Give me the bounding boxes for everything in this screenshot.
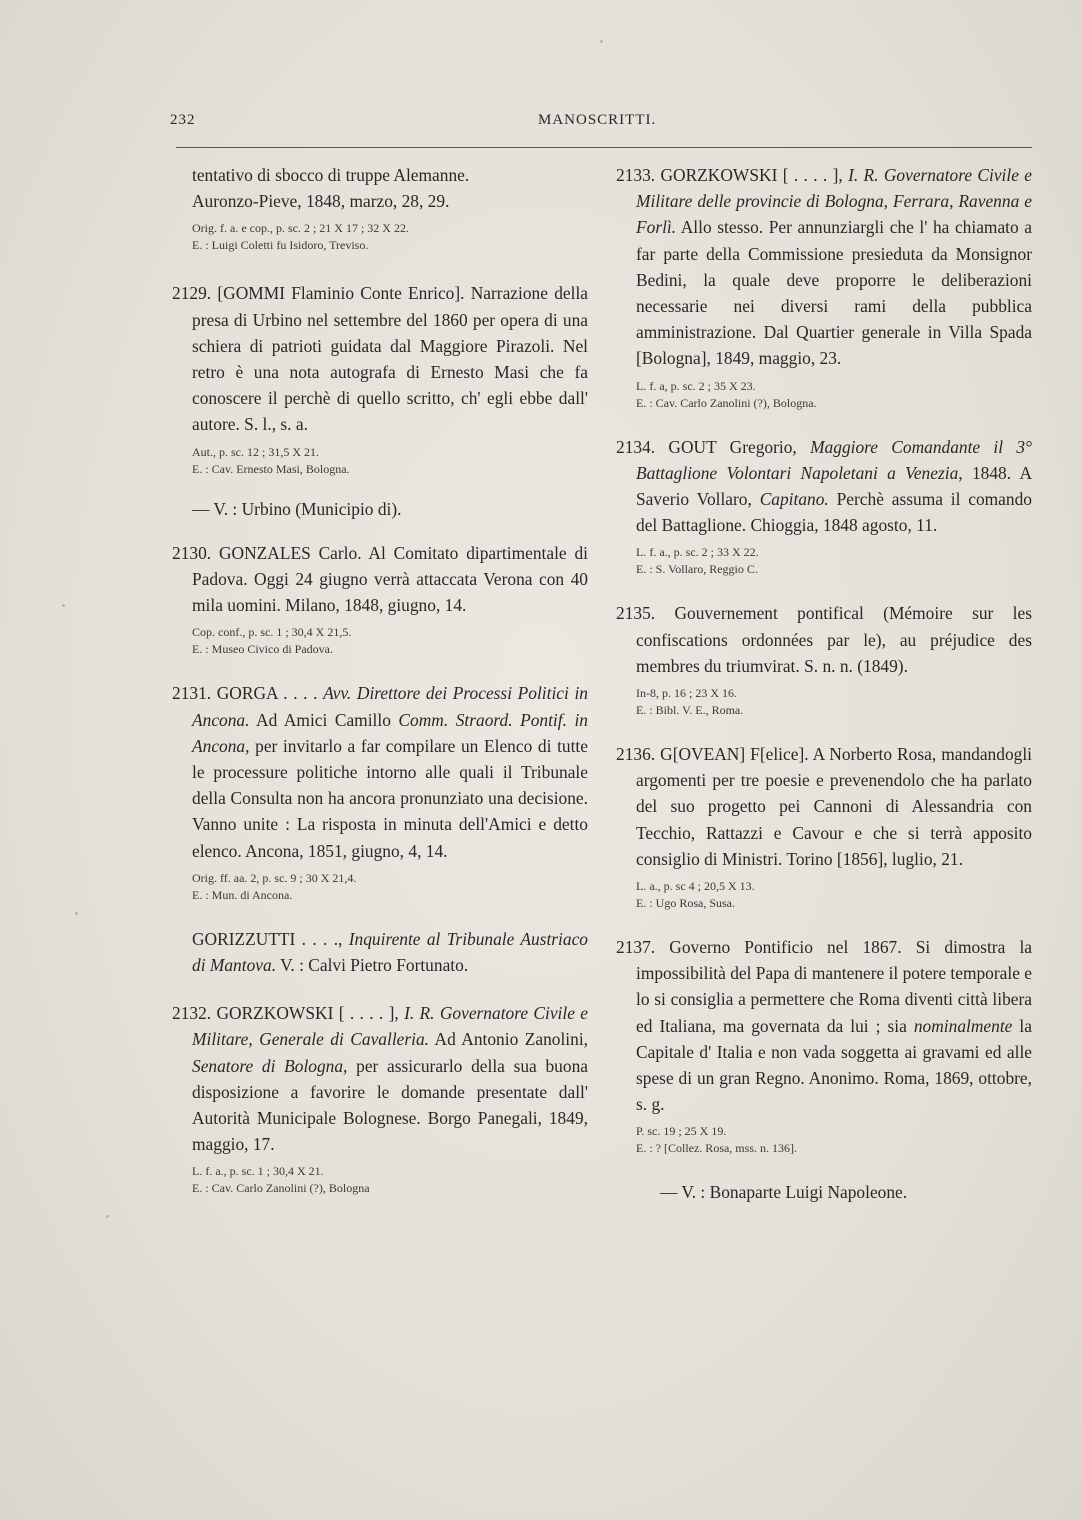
meta-line: L. f. a, p. sc. 2 ; 35 X 23. xyxy=(636,378,756,393)
entry-continuation xyxy=(192,162,588,254)
entry-mid: 1848. A Saverio Vollaro, xyxy=(636,462,1032,510)
meta-line: E. : Cav. Ernesto Masi, Bologna. xyxy=(192,461,350,476)
right-column xyxy=(616,162,1033,1206)
entry-head: GORIZZUTTI . . . ., xyxy=(192,928,343,949)
entry-head: 2137. Governo Pontificio nel 1867. Si dimostra la impossibilità del Papa di mantenere il potere temporale e lo si consiglia a permettere che Roma diventi città libera ed Italiana, ma governata da lui ; sia xyxy=(616,937,1032,1036)
entry-text xyxy=(172,680,588,863)
entry-2129 xyxy=(172,280,588,521)
continuation-line: tentativo di sbocco di truppe Alemanne. xyxy=(192,165,470,185)
scan-speck xyxy=(62,604,65,607)
entry-meta xyxy=(192,1163,588,1197)
meta-line: E. : Bibl. V. E., Roma. xyxy=(636,703,744,718)
meta-line: E. : Museo Civico di Padova. xyxy=(192,642,333,657)
entry-italic: Maggiore Comandante il 3° Battaglione Volontari Napoletani a Venezia, xyxy=(636,436,1032,483)
entry-text xyxy=(192,926,588,978)
meta-line: L. a., p. sc 4 ; 20,5 X 13. xyxy=(636,879,755,894)
entry-italic: Capitano. xyxy=(759,489,829,510)
entry-text xyxy=(616,934,1032,1117)
entry-2134 xyxy=(616,434,1032,579)
running-title: MANOSCRITTI. xyxy=(538,112,657,128)
entry-text: 2129. [GOMMI Flaminio Conte Enrico]. Narrazione della presa di Urbino nel settembre del 1860 per opera di una schiera di patrioti guidata dal Maggiore Pirazoli. Nel retro è una nota autografa di Ernesto Masi che fa conoscere il perchè di quello scritto, ch' egli ebbe dall' autore. S. l., s. a. xyxy=(172,283,588,435)
meta-line: Aut., p. sc. 12 ; 31,5 X 21. xyxy=(192,444,319,459)
entry-2135 xyxy=(616,600,1032,719)
page-number: 232 xyxy=(170,112,196,128)
entry-rest: Allo stesso. Per annunziargli che l' ha chiamato a far parte della Commissione presieduta da Monsignor Bedini, la quale deve proporre le deliberazioni necessarie nei diversi rami della pubblica amministrazione. Dal Quartier generale in Villa Spada [Bologna], 1849, maggio, 23. xyxy=(636,217,1033,369)
entry-italic: Avv. Direttore dei Processi Politici in Ancona. xyxy=(192,683,588,730)
entry-meta xyxy=(192,624,588,658)
entry-rest: Perchè assuma il comando del Battaglione. Chioggia, 1848 agosto, 11. xyxy=(636,489,1032,536)
entry-2131 xyxy=(172,680,588,903)
header-rule xyxy=(176,147,1032,148)
entry-text xyxy=(616,434,1032,539)
entry-mid: Ad Amici Camillo xyxy=(256,709,391,730)
entry-mid: Ad Antonio Zanolini, xyxy=(434,1029,589,1050)
entry-gorizzutti xyxy=(192,926,588,978)
entry-2130 xyxy=(172,540,588,659)
entry-italic: nominalmente xyxy=(913,1015,1013,1036)
entry-text xyxy=(616,162,1033,372)
entry-2133 xyxy=(616,162,1033,412)
meta-line: E. : S. Vollaro, Reggio C. xyxy=(636,562,758,577)
entry-text: 2136. G[OVEAN] F[elice]. A Norberto Rosa, mandandogli argomenti per tre poesie e prevenendolo che ha parlato del suo progetto pei Cannoni di Alessandria con Tecchio, Rattazzi e Cavour e che si terrà apposito consiglio di Ministri. Torino [1856], luglio, 21. xyxy=(616,744,1032,869)
entry-meta xyxy=(192,444,588,478)
entry-meta xyxy=(636,1123,1032,1157)
entry-head: 2133. GORZKOWSKI [ . . . . ], xyxy=(616,165,843,185)
entry-meta xyxy=(636,544,1032,578)
entry-2137 xyxy=(616,934,1032,1206)
left-column xyxy=(172,162,589,1197)
meta-line: E. : Mun. di Ancona. xyxy=(192,887,293,902)
meta-line: E. : Ugo Rosa, Susa. xyxy=(636,896,735,911)
entry-head: 2134. GOUT Gregorio, xyxy=(616,436,797,457)
continuation-line: Auronzo-Pieve, 1848, marzo, 28, 29. xyxy=(192,191,450,212)
meta-line: E. : Cav. Carlo Zanolini (?), Bologna. xyxy=(636,395,817,410)
entry-italic: Senatore di Bologna, xyxy=(192,1055,348,1076)
entry-meta xyxy=(636,878,1032,912)
meta-line: E. : Luigi Coletti fu Isidoro, Treviso. xyxy=(192,238,369,253)
entry-head: 2131. GORGA . . . . xyxy=(172,683,318,704)
page-header xyxy=(170,112,1032,142)
entry-rest: per assicurarlo della sua buona disposizione a favorire le domande presentate dall' Autorità Municipale Bolognese. Borgo Panegali, 1849, maggio, 17. xyxy=(192,1055,588,1155)
entry-2132 xyxy=(172,1000,589,1197)
meta-line: L. f. a., p. sc. 2 ; 33 X 22. xyxy=(636,545,759,560)
entry-meta xyxy=(636,378,1032,412)
entry-text xyxy=(172,1000,589,1157)
entry-rest: la Capitale d' Italia e non vada soggetta ai gravami ed alle spese di un gran Regno. Anonimo. Roma, 1869, ottobre, s. g. xyxy=(636,1015,1032,1115)
entry-italic: I. R. Governatore Civile e Militare, Generale di Cavalleria. xyxy=(192,1003,588,1050)
meta-line: Orig. ff. aa. 2, p. sc. 9 ; 30 X 21,4. xyxy=(192,870,357,885)
entry-text: 2130. GONZALES Carlo. Al Comitato dipartimentale di Padova. Oggi 24 giugno verrà attaccata Verona con 40 mila uomini. Milano, 1848, giugno, 14. xyxy=(172,542,588,616)
meta-line: Orig. f. a. e cop., p. sc. 2 ; 21 X 17 ; 32 X 22. xyxy=(192,221,409,236)
meta-line: L. f. a., p. sc. 1 ; 30,4 X 21. xyxy=(192,1164,324,1179)
entry-italic: I. R. Governatore Civile e Militare delle provincie di Bologna, Ferrara, Ravenna e Forlì. xyxy=(636,165,1032,238)
meta-line: P. sc. 19 ; 25 X 19. xyxy=(636,1124,727,1139)
entry-2136 xyxy=(616,741,1032,912)
see-also: — V. : Bonaparte Luigi Napoleone. xyxy=(660,1182,908,1203)
entry-italic: Inquirente al Tribunale Austriaco di Mantova. xyxy=(192,928,588,976)
see-also: — V. : Urbino (Municipio di). xyxy=(192,498,402,519)
meta-line: In-8, p. 16 ; 23 X 16. xyxy=(636,686,737,701)
scan-speck xyxy=(600,40,603,43)
scan-speck xyxy=(75,912,78,915)
entry-rest: per invitarlo a far compilare un Elenco di tutte le processure politiche intorno alle quali il Tribunale della Consulta non ha ancora pronunziato una decisione. Vanno unite : La risposta in minuta dell'Amici e detto elenco. Ancona, 1851, giugno, 4, 14. xyxy=(192,735,588,861)
entry-meta xyxy=(636,685,1032,719)
entry-meta xyxy=(192,220,588,254)
entry-meta xyxy=(192,870,588,904)
entry-head: 2132. GORZKOWSKI [ . . . . ], xyxy=(172,1003,399,1024)
scan-speck xyxy=(106,1215,109,1218)
entry-text: 2135. Gouvernement pontifical (Mémoire sur les confiscations ordonnées par le), au préjudice des membres du triumvirat. S. n. n. (1849). xyxy=(616,603,1032,676)
meta-line: Cop. conf., p. sc. 1 ; 30,4 X 21,5. xyxy=(192,625,352,640)
meta-line: E. : ? [Collez. Rosa, mss. n. 136]. xyxy=(636,1141,797,1156)
entry-italic: Comm. Straord. Pontif. in Ancona, xyxy=(192,709,588,756)
entry-rest: V. : Calvi Pietro Fortunato. xyxy=(280,955,469,976)
meta-line: E. : Cav. Carlo Zanolini (?), Bologna xyxy=(192,1181,370,1196)
